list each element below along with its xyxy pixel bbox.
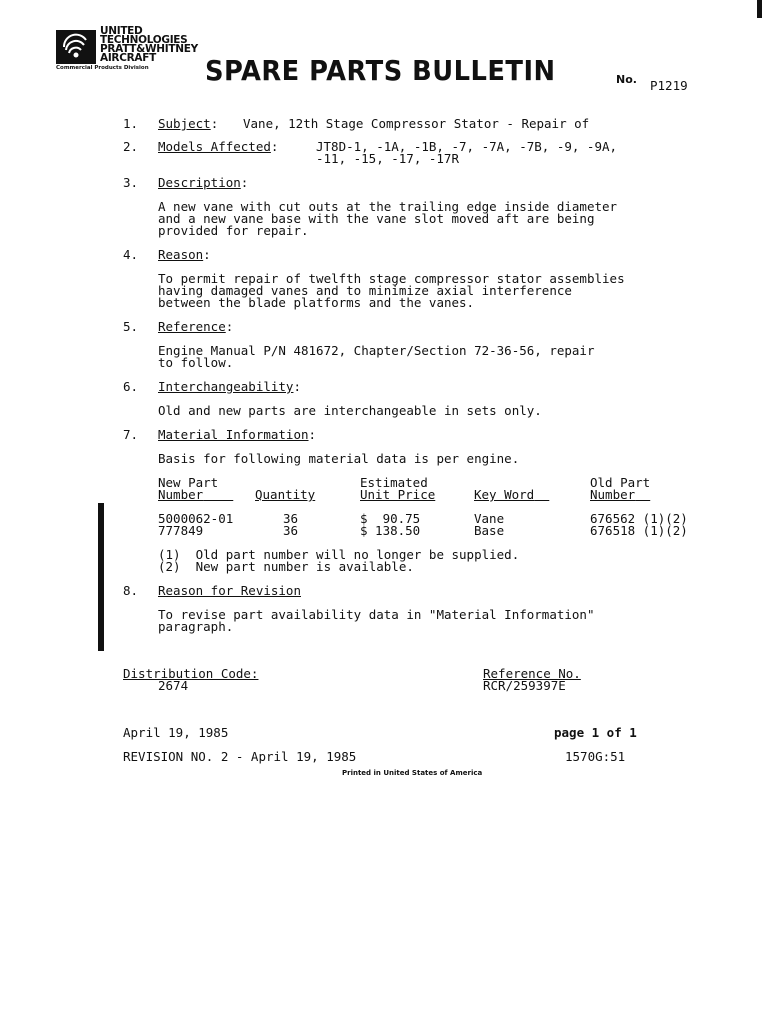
distribution-code-value: 2674 <box>158 678 189 693</box>
table-cell-quantity: 36 <box>283 523 299 538</box>
printed-in-notice: Printed in United States of America <box>342 769 483 777</box>
bulletin-number: P1219 <box>650 78 688 93</box>
revision-change-bar <box>98 503 104 651</box>
material-note: (1) Old part number will no longer be supplied. <box>158 547 520 562</box>
col-header-estimated: Estimated <box>360 475 428 490</box>
col-header-unit-price: Unit Price <box>360 487 436 502</box>
table-cell-new-part: 777849 <box>158 523 204 538</box>
reference-line: to follow. <box>158 355 234 370</box>
material-label: Material Information: <box>158 427 317 442</box>
reason-label: Reason: <box>158 247 211 262</box>
interchangeability-label: Interchangeability: <box>158 379 301 394</box>
reason-line: having damaged vanes and to minimize axial interference <box>158 283 572 298</box>
table-cell-price: $ 90.75 <box>360 511 421 526</box>
models-line: JT8D-1, -1A, -1B, -7, -7A, -7B, -9, -9A, <box>316 139 618 154</box>
description-line: and a new vane base with the vane slot moved aft are being <box>158 211 595 226</box>
col-header-old-part: Number <box>590 487 636 502</box>
description-label: Description: <box>158 175 249 190</box>
reference-line: Engine Manual P/N 481672, Chapter/Section 72-36-56, repair <box>158 343 595 358</box>
item-number: 6. <box>123 379 139 394</box>
material-basis: Basis for following material data is per engine. <box>158 451 520 466</box>
reason-line: between the blade platforms and the vanes. <box>158 295 475 310</box>
table-cell-old-part: 676518 (1)(2) <box>590 523 688 538</box>
corner-mark <box>757 0 762 18</box>
interchangeability-text: Old and new parts are interchangeable in sets only. <box>158 403 542 418</box>
reason-line: To permit repair of twelfth stage compressor stator assemblies <box>158 271 625 286</box>
item-number: 8. <box>123 583 139 598</box>
col-header-new-part: Number <box>158 487 204 502</box>
col-header-new-part: New Part <box>158 475 219 490</box>
table-cell-old-part: 676562 (1)(2) <box>590 511 688 526</box>
subject-text: Vane, 12th Stage Compressor Stator - Repair of <box>243 116 590 131</box>
distribution-code-label: Distribution Code: <box>123 666 259 681</box>
company-line: TECHNOLOGIES <box>100 34 188 46</box>
page-indicator: page 1 of 1 <box>554 725 637 740</box>
material-note: (2) New part number is available. <box>158 559 414 574</box>
company-line: AIRCRAFT <box>100 52 156 64</box>
subject-label: Subject: <box>158 116 219 131</box>
revision-line: REVISION NO. 2 - April 19, 1985 <box>123 749 357 764</box>
revision-reason-line: To revise part availability data in "Material Information" <box>158 607 595 622</box>
division-name: Commercial Products Division <box>56 65 149 71</box>
col-header-old-part: Old Part <box>590 475 651 490</box>
item-number: 4. <box>123 247 139 262</box>
item-number: 1. <box>123 116 139 131</box>
revision-reason-line: paragraph. <box>158 619 234 634</box>
company-line: PRATT&WHITNEY <box>100 43 198 55</box>
reference-no-label: Reference No. <box>483 666 581 681</box>
company-logo <box>56 30 96 64</box>
models-label: Models Affected: <box>158 139 279 154</box>
item-number: 5. <box>123 319 139 334</box>
description-line: A new vane with cut outs at the trailing edge inside diameter <box>158 199 618 214</box>
bulletin-no-label: No. <box>616 73 637 86</box>
table-cell-new-part: 5000062-01 <box>158 511 234 526</box>
table-cell-price: $ 138.50 <box>360 523 421 538</box>
logo-emblem-icon <box>56 30 96 64</box>
table-cell-quantity: 36 <box>283 511 299 526</box>
reference-label: Reference: <box>158 319 234 334</box>
item-number: 7. <box>123 427 139 442</box>
revision-reason-label: Reason for Revision <box>158 583 301 598</box>
document-title: SPARE PARTS BULLETIN <box>205 54 556 87</box>
reference-no-value: RCR/259397E <box>483 678 566 693</box>
company-line: UNITED <box>100 25 143 37</box>
issue-date: April 19, 1985 <box>123 725 229 740</box>
item-number: 3. <box>123 175 139 190</box>
description-line: provided for repair. <box>158 223 309 238</box>
col-header-quantity: Quantity <box>255 487 316 502</box>
col-header-key-word: Key Word <box>474 487 535 502</box>
table-cell-key-word: Base <box>474 523 505 538</box>
models-line: -11, -15, -17, -17R <box>316 151 459 166</box>
company-name <box>100 27 198 63</box>
document-code: 1570G:51 <box>565 749 626 764</box>
item-number: 2. <box>123 139 139 154</box>
table-cell-key-word: Vane <box>474 511 505 526</box>
